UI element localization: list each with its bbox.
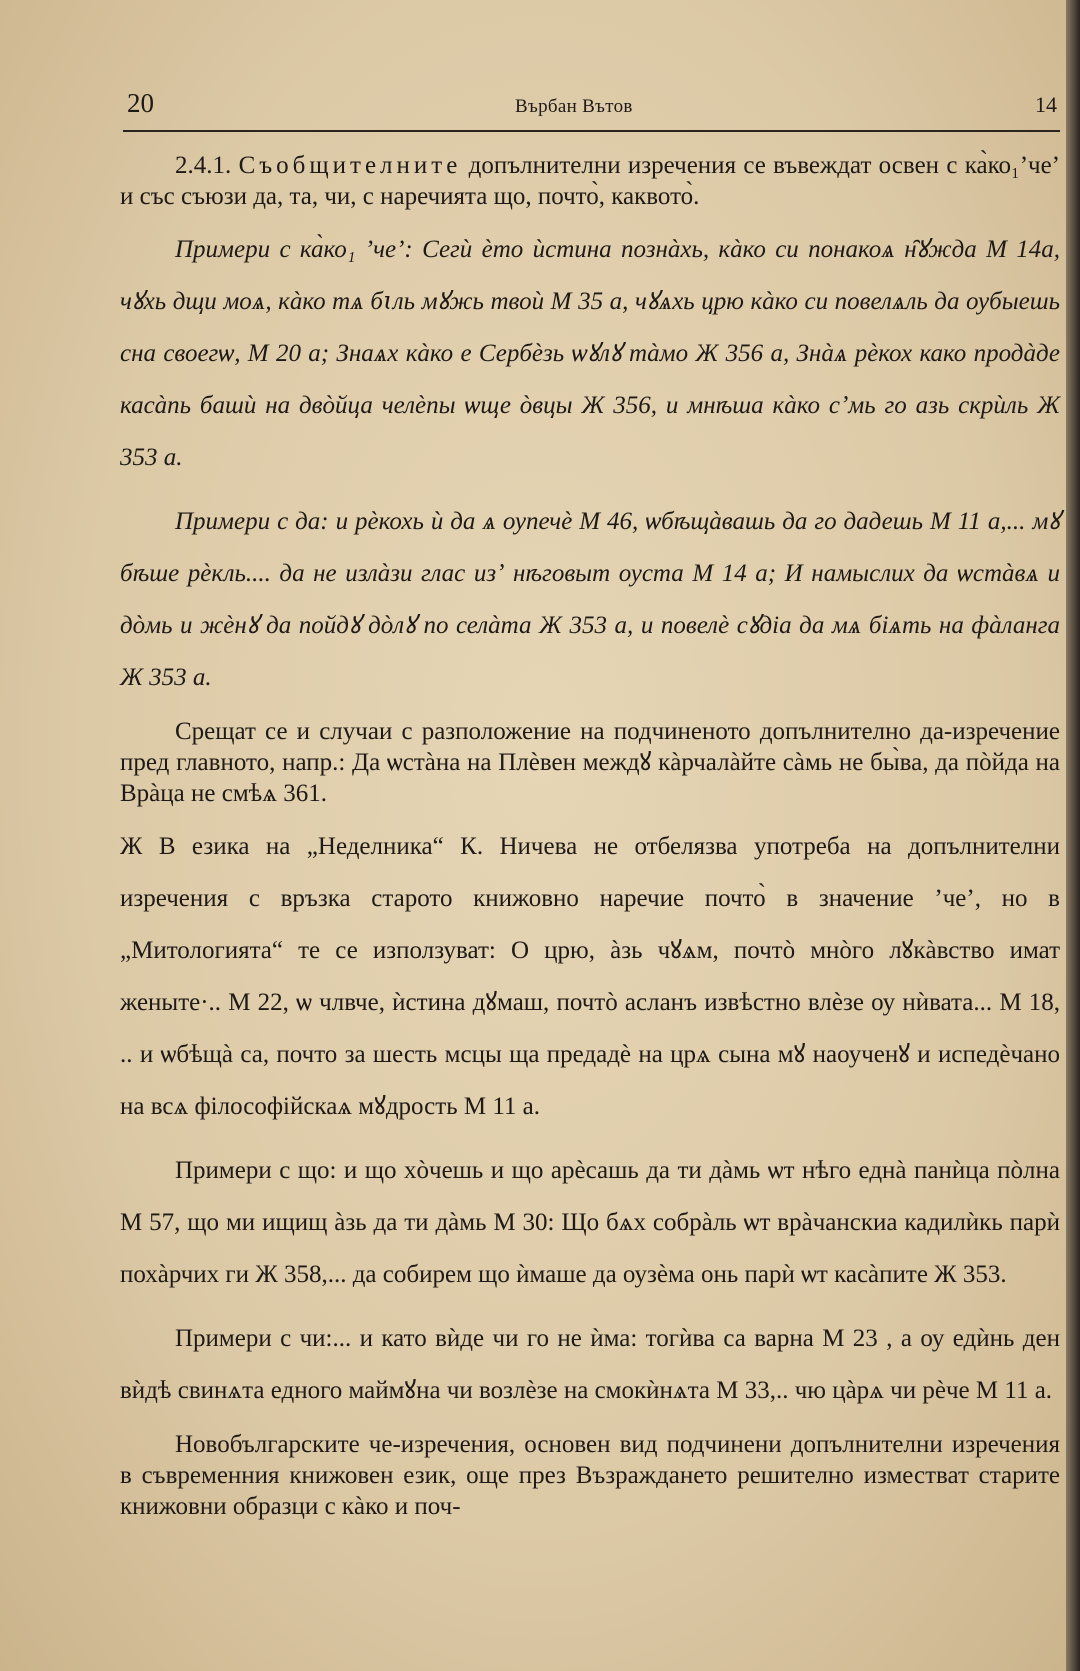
paragraph-text: Примери с ка̀ко₁ ’че’: Сегѝ ѐто ѝстина познàхь, кàко си понакоѧ н̑ꙋжда М 14а, чꙋхь дщи моѧ, кàко тѧ бꙇль мꙋжь твоѝ М 35 а, чꙋѧхь црю кàко си повелѧль да оубыешь сна своегѡ, М 20 а; Знаѧх кàко е Сербѐзь ѡꙋлꙋ тàмо Ж 356 а, Знàѧ рѐкох како продàде касàпь башѝ на двòйца челѐпы ѡще òвцы Ж 356, и мнѣша кàко сʼмь го азь скрѝль Ж 353 а. xyxy=(120,236,1060,471)
page-number: 20 xyxy=(127,88,154,118)
page-edge-shadow xyxy=(1066,0,1080,1671)
paragraph-text: Новобългарските че-изречения, основен вид подчинени допълнителни изречения в съвременния книжовен език, още през Възраждането решително изместват старите книжовни образци с кàко и поч- xyxy=(120,1431,1060,1520)
paragraph xyxy=(120,1145,1060,1301)
paragraph-text: Примери с що: и що хòчешь и що арѐсашь да ти дàмь ѡт нѣго еднà панѝца пòлна М 57, що ми ищищ àзь да ти дàмь М 30: Що бѧх собрàль ѡт врàчанскиа кадилѝкь парѝ похàрчих ги Ж 358,... да собирем що ѝмаше да оузѐма онь парѝ ѡт касàпите Ж 353. xyxy=(120,1157,1060,1288)
spaced-term: Съобщителните xyxy=(238,152,462,179)
paragraph xyxy=(120,716,1060,809)
paragraph-text: Срещат се и случаи с разположение на подчиненото допълнително да-изречение пред главното, напр.: Да ѡстàна на Плѐвен междꙋ кàрчалàйте сàмь не бы̀ва, да пòйда на Врàца не смѣѧ 361. xyxy=(120,718,1060,807)
paragraph-text: допълнителни изречения се въвеждат освен с ка̀ко₁’че’ и със съюзи да, та, чи, с наречията що, почто̀, каквото̀. xyxy=(120,152,1061,210)
margin-number: 14 xyxy=(1035,92,1057,117)
paragraph xyxy=(120,1429,1060,1522)
section-number: 2.4.1. xyxy=(175,152,239,179)
header-rule xyxy=(123,130,1060,132)
running-title: Върбан Вътов xyxy=(515,96,633,117)
paragraph xyxy=(120,224,1060,484)
body-text xyxy=(120,150,1060,1534)
paragraph xyxy=(120,150,1060,212)
paragraph xyxy=(120,496,1060,704)
paragraph-text: Примери с чи:... и като вѝде чи го не ѝма: тогѝва са варна М 23 , а оу едѝнь ден вѝдѣ свинѧта едного маймꙋна чи возлѐзе на смокѝнѧта М 33,.. чю цàрѧ чи рѐче М 11 а. xyxy=(120,1325,1060,1404)
paragraph-text: Примери с да: и рѐкохь ѝ да ѧ оупечѐ М 46, ѡбѣщàвашь да го дадешь М 11 а,... мꙋ бѣше рѐкль.... да не излàзи глаc изʼ нѣговыт оуста М 14 а; И намыслих да ѡстàвѧ и дòмь и жѐнꙋ да пойдꙋ дòлꙋ по селàта Ж 353 а, и повелѐ сꙋдіа да мѧ бiѧть на фàланга Ж 353 а. xyxy=(120,508,1060,691)
paragraph xyxy=(120,1313,1060,1417)
paragraph-text: Ж В езика на „Неделника“ К. Ничева не отбелязва употреба на допълнителни изречения с връзка старото книжовно наречие почто̀ в значение ’че’, но в „Митологията“ те се използуват: О црю, àзь чꙋѧм, почтò мнòго лꙋкàвство имат женыте·.. М 22, ѡ члвче, ѝстина дꙋмаш, почтò асланъ извѣстно влѐзе оу нѝвата... М 18, .. и ѡбѣщà са, почто за шесть мсцы ща предадѐ на црѧ сына мꙋ наоученꙋ и испедѐчано на всѧ фiлософiйскаѧ мꙋдрость М 11 а. xyxy=(120,833,1060,1120)
page-header xyxy=(127,88,1057,128)
paragraph xyxy=(120,821,1060,1133)
